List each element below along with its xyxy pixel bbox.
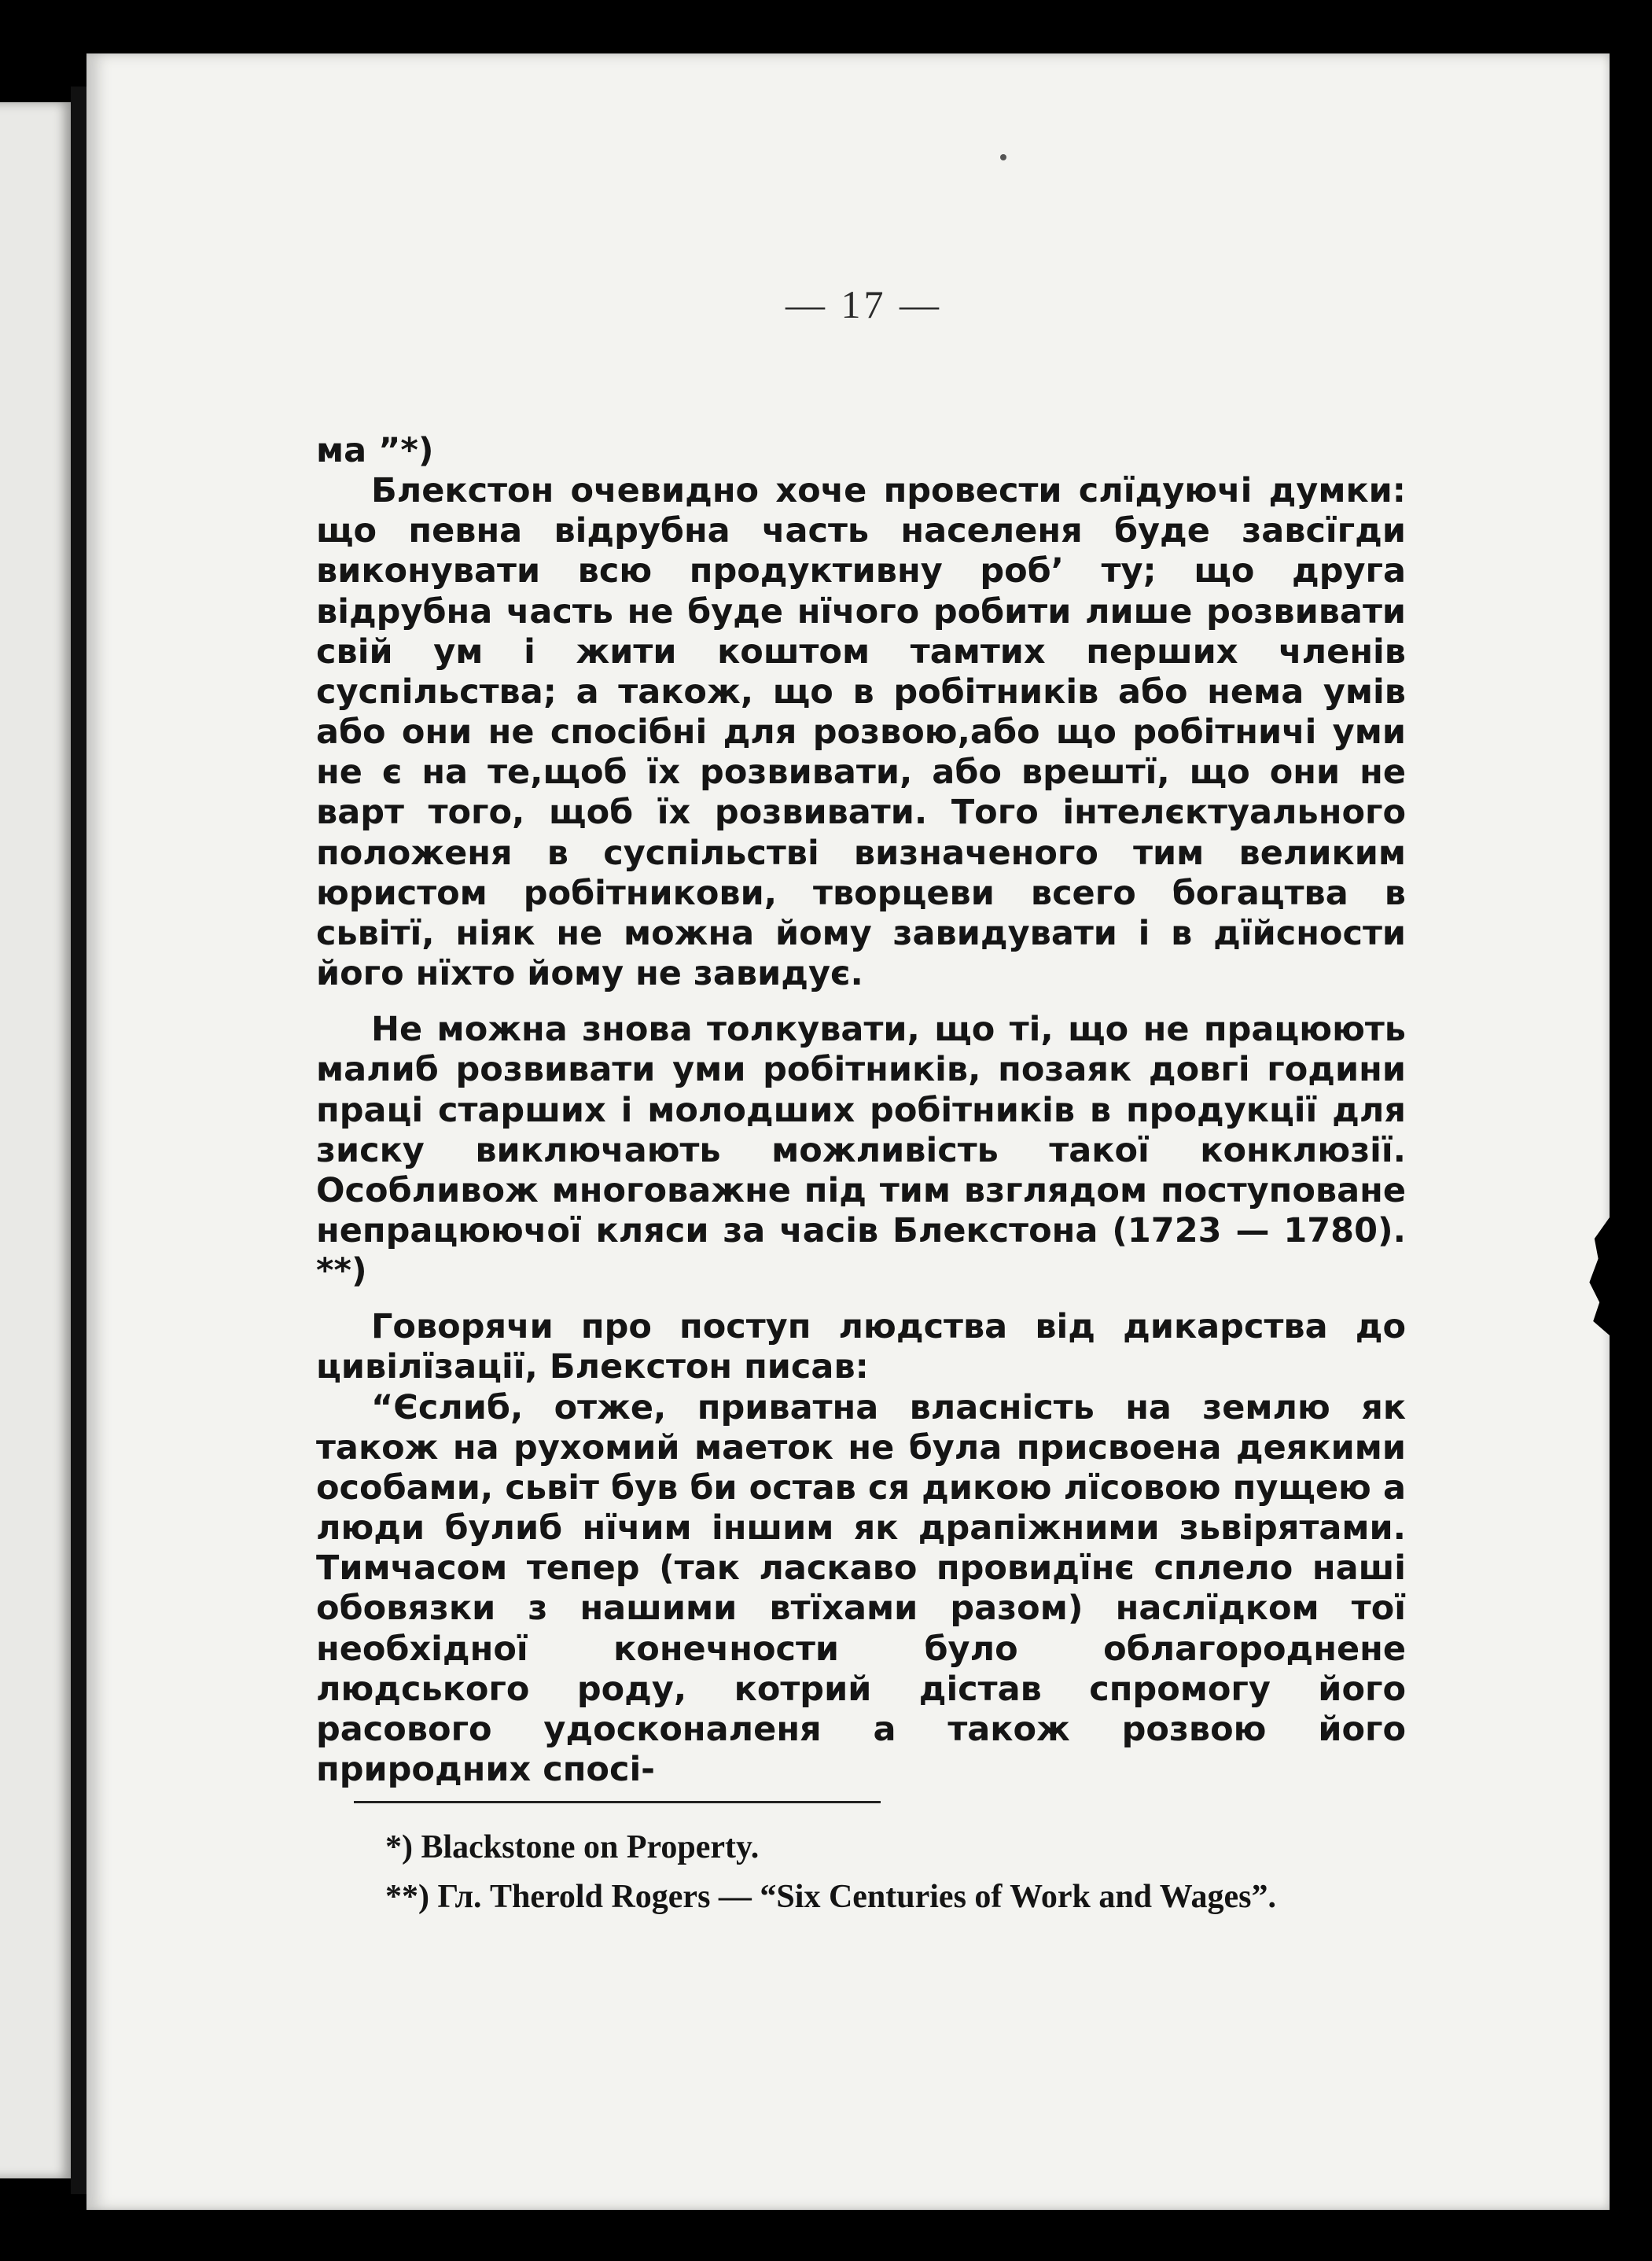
paragraph: Блекстон очевидно хоче провести слїдуючі думки: що певна відрубна часть населеня буде завсїгди виконувати всю продуктивну роб’ ту; що друга відрубна часть не буде нїчого робити лише розвивати свій ум і жити коштом тамтих перших членів суспільства; а також, що в робітників або нема умів або они не спосібні для розвою,або що робітничі уми не є на те,щоб їх розвивати, або врештї, що они не варт того, щоб їх розвивати. Того інтелєктуального положеня в суспільстві визначеного тим великим юристом робітникови, творцеви всего богацтва в сьвітї, ніяк не можна йому завидувати і в дїйсности його нїхто йому не завидує. xyxy=(316,471,1406,994)
paragraph: Не можна знова толкувати, що ті, що не працюють малиб розвивати уми робітників, позаяк довгі години праці старших і молодших робітників в продукції для зиску виключають можливість такої конклюзії. Особливож многоважне під тим взглядом поступоване непрацюючої кляси за часів Блекстона (1723 — 1780). **) xyxy=(316,1010,1406,1291)
book-gutter xyxy=(71,87,88,2194)
footnote-1: *) Blackstone on Property. xyxy=(385,1829,760,1865)
main-text xyxy=(316,431,1406,1790)
footnote-divider xyxy=(354,1801,881,1803)
paper-speck xyxy=(1000,154,1006,160)
previous-page-edge xyxy=(0,102,73,2178)
torn-page-edge xyxy=(1584,1217,1610,1335)
paragraph-continuation: ма ”*) xyxy=(316,431,434,470)
quotation-paragraph: “Єслиб, отже, приватна власність на землю як також на рухомий маеток не була присвоена деякими особами, сьвіт був би остав ся дикою лїсовою пущею а люди булиб нїчим іншим як драпіжними зьвірятами. Тимчасом тепер (так ласкаво провидїнє сплело наші обовязки з нашими втїхами разом) наслїдком тої необхідної конечности було облагороднене людського роду, котрий дістав спромогу його расового удосконаленя а також розвою його природних спосі- xyxy=(316,1387,1406,1789)
book-page xyxy=(86,53,1610,2210)
footnote-2: **) Гл. Therold Rogers — “Six Centuries of Work and Wages”. xyxy=(385,1879,1276,1915)
paragraph: Говорячи про поступ людства від дикарства до цивілїзації, Блекстон писав: xyxy=(316,1307,1406,1387)
footnotes xyxy=(315,1823,1411,1922)
page-number: — 17 — xyxy=(786,282,942,326)
